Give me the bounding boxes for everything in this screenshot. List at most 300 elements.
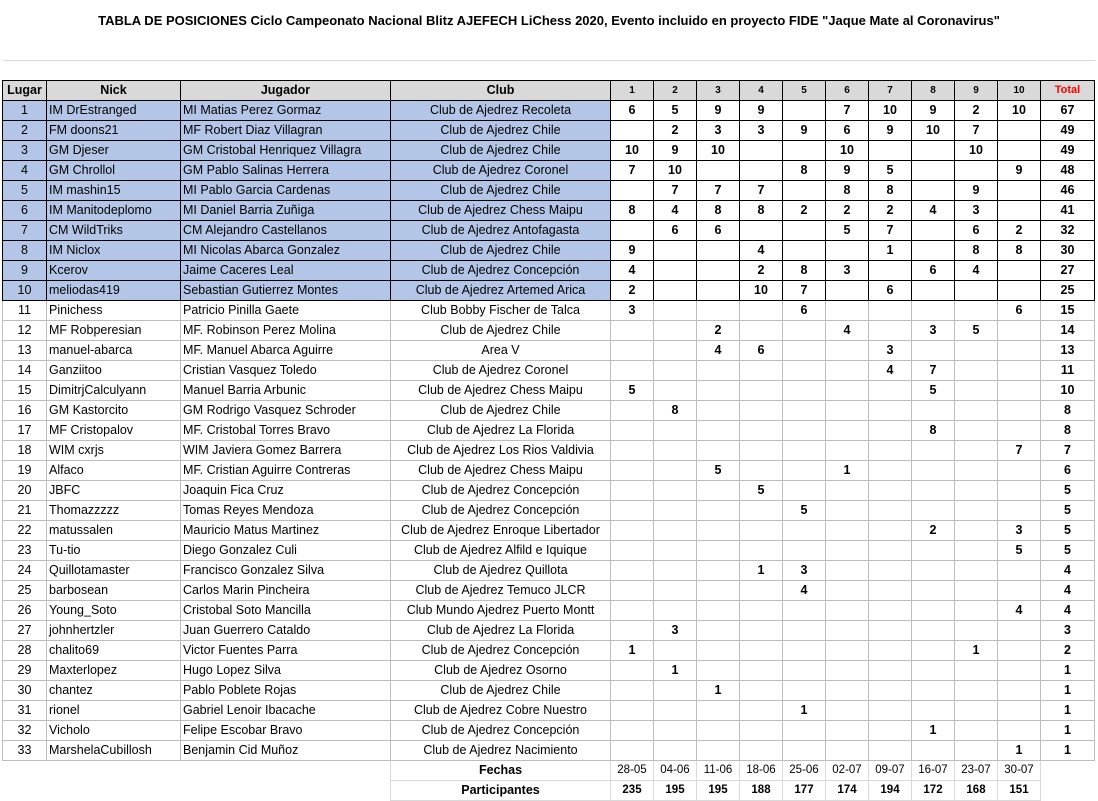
score-cell: [826, 281, 869, 301]
score-cell: [783, 421, 826, 441]
nick-cell: MF Robperesian: [47, 321, 181, 341]
score-cell: 8: [955, 241, 998, 261]
jugador-cell: Sebastian Gutierrez Montes: [181, 281, 391, 301]
score-cell: 5: [912, 381, 955, 401]
jugador-cell: Carlos Marin Pincheira: [181, 581, 391, 601]
score-cell: 10: [912, 121, 955, 141]
club-cell: Club de Ajedrez Artemed Arica: [391, 281, 611, 301]
score-cell: [998, 121, 1041, 141]
score-cell: [611, 561, 654, 581]
nick-cell: Young_Soto: [47, 601, 181, 621]
club-cell: Club de Ajedrez Enroque Libertador: [391, 521, 611, 541]
score-cell: [783, 461, 826, 481]
score-cell: 4: [611, 261, 654, 281]
nick-cell: IM Niclox: [47, 241, 181, 261]
jugador-cell: Jaime Caceres Leal: [181, 261, 391, 281]
score-cell: [697, 481, 740, 501]
score-cell: 9: [955, 181, 998, 201]
score-cell: [611, 701, 654, 721]
club-cell: Club de Ajedrez Concepción: [391, 501, 611, 521]
lugar-cell: 14: [3, 361, 47, 381]
club-cell: Club de Ajedrez Nacimiento: [391, 741, 611, 761]
participantes-cell: 195: [697, 781, 740, 801]
score-cell: 6: [783, 301, 826, 321]
table-row: [3, 521, 1095, 541]
score-cell: [697, 381, 740, 401]
score-cell: 2: [826, 201, 869, 221]
score-cell: [654, 381, 697, 401]
score-cell: [697, 741, 740, 761]
score-cell: [998, 701, 1041, 721]
jugador-cell: MF. Robinson Perez Molina: [181, 321, 391, 341]
score-cell: [611, 461, 654, 481]
table-row: [3, 381, 1095, 401]
jugador-cell: MF. Manuel Abarca Aguirre: [181, 341, 391, 361]
jugador-cell: Mauricio Matus Martinez: [181, 521, 391, 541]
club-cell: Club de Ajedrez Concepción: [391, 641, 611, 661]
score-cell: [826, 501, 869, 521]
score-cell: [826, 401, 869, 421]
club-cell: Club de Ajedrez Concepción: [391, 481, 611, 501]
nick-cell: barbosean: [47, 581, 181, 601]
score-cell: [654, 741, 697, 761]
nick-cell: IM Manitodeplomo: [47, 201, 181, 221]
score-cell: 7: [654, 181, 697, 201]
lugar-cell: 23: [3, 541, 47, 561]
lugar-cell: 17: [3, 421, 47, 441]
total-cell: 4: [1041, 561, 1095, 581]
score-cell: [783, 361, 826, 381]
score-cell: [869, 441, 912, 461]
score-cell: 5: [955, 321, 998, 341]
club-cell: Club de Ajedrez Coronel: [391, 161, 611, 181]
score-cell: 2: [654, 121, 697, 141]
jugador-cell: Benjamin Cid Muñoz: [181, 741, 391, 761]
standings-body: [3, 101, 1095, 761]
total-cell: 11: [1041, 361, 1095, 381]
nick-cell: MarshelaCubillosh: [47, 741, 181, 761]
score-cell: [955, 401, 998, 421]
score-cell: 4: [998, 601, 1041, 621]
club-cell: Club de Ajedrez La Florida: [391, 421, 611, 441]
participantes-cell: 195: [654, 781, 697, 801]
score-cell: 4: [654, 201, 697, 221]
total-cell: 41: [1041, 201, 1095, 221]
score-cell: [654, 241, 697, 261]
score-cell: [998, 141, 1041, 161]
score-cell: [912, 441, 955, 461]
jugador-cell: MF Robert Diaz Villagran: [181, 121, 391, 141]
participantes-row: [3, 781, 1095, 801]
nick-cell: JBFC: [47, 481, 181, 501]
score-cell: [740, 721, 783, 741]
nick-cell: Maxterlopez: [47, 661, 181, 681]
participantes-cell: 235: [611, 781, 654, 801]
score-cell: [783, 481, 826, 501]
score-cell: 5: [654, 101, 697, 121]
fechas-row: [3, 761, 1095, 781]
score-cell: [697, 601, 740, 621]
score-cell: 6: [740, 341, 783, 361]
score-cell: [869, 561, 912, 581]
score-cell: [912, 581, 955, 601]
score-cell: [783, 341, 826, 361]
header-round-2: 2: [654, 81, 697, 101]
table-row: [3, 741, 1095, 761]
score-cell: [740, 321, 783, 341]
score-cell: [654, 261, 697, 281]
score-cell: [783, 181, 826, 201]
score-cell: [783, 381, 826, 401]
lugar-cell: 20: [3, 481, 47, 501]
lugar-cell: 28: [3, 641, 47, 661]
score-cell: [611, 521, 654, 541]
score-cell: [826, 681, 869, 701]
score-cell: [826, 721, 869, 741]
score-cell: [998, 721, 1041, 741]
score-cell: [611, 581, 654, 601]
jugador-cell: Pablo Poblete Rojas: [181, 681, 391, 701]
club-cell: Club de Ajedrez Chess Maipu: [391, 461, 611, 481]
score-cell: [783, 221, 826, 241]
total-cell: 1: [1041, 721, 1095, 741]
total-cell: 27: [1041, 261, 1095, 281]
club-cell: Club de Ajedrez La Florida: [391, 621, 611, 641]
score-cell: [740, 161, 783, 181]
lugar-cell: 2: [3, 121, 47, 141]
score-cell: [611, 121, 654, 141]
club-cell: Club de Ajedrez Concepción: [391, 721, 611, 741]
score-cell: [697, 301, 740, 321]
score-cell: [869, 141, 912, 161]
score-cell: [654, 481, 697, 501]
nick-cell: matussalen: [47, 521, 181, 541]
score-cell: [869, 661, 912, 681]
table-row: [3, 221, 1095, 241]
header-round-9: 9: [955, 81, 998, 101]
lugar-cell: 7: [3, 221, 47, 241]
score-cell: [697, 701, 740, 721]
score-cell: [654, 601, 697, 621]
score-cell: [869, 501, 912, 521]
score-cell: 6: [826, 121, 869, 141]
table-row: [3, 581, 1095, 601]
lugar-cell: 15: [3, 381, 47, 401]
score-cell: 6: [912, 261, 955, 281]
score-cell: 9: [740, 101, 783, 121]
score-cell: 5: [783, 501, 826, 521]
score-cell: [826, 621, 869, 641]
score-cell: [912, 601, 955, 621]
score-cell: 1: [955, 641, 998, 661]
score-cell: 8: [869, 181, 912, 201]
score-cell: [869, 401, 912, 421]
jugador-cell: CM Alejandro Castellanos: [181, 221, 391, 241]
score-cell: [783, 601, 826, 621]
table-row: [3, 481, 1095, 501]
jugador-cell: Patricio Pinilla Gaete: [181, 301, 391, 321]
jugador-cell: Joaquin Fica Cruz: [181, 481, 391, 501]
score-cell: [998, 261, 1041, 281]
lugar-cell: 21: [3, 501, 47, 521]
lugar-cell: 19: [3, 461, 47, 481]
standings-table: [2, 60, 1095, 801]
score-cell: [740, 421, 783, 441]
score-cell: [611, 321, 654, 341]
score-cell: 8: [998, 241, 1041, 261]
score-cell: [912, 241, 955, 261]
page-title: TABLA DE POSICIONES Ciclo Campeonato Nacional Blitz AJEFECH LiChess 2020, Evento incluido en proyecto FIDE "Jaque Mate al Coronavirus": [98, 12, 1000, 28]
score-cell: 2: [740, 261, 783, 281]
score-cell: [998, 681, 1041, 701]
score-cell: [869, 601, 912, 621]
score-cell: [826, 601, 869, 621]
score-cell: [783, 141, 826, 161]
jugador-cell: Cristobal Soto Mancilla: [181, 601, 391, 621]
score-cell: 1: [869, 241, 912, 261]
score-cell: [826, 581, 869, 601]
score-cell: 6: [697, 221, 740, 241]
score-cell: [998, 341, 1041, 361]
lugar-cell: 11: [3, 301, 47, 321]
jugador-cell: MI Matias Perez Gormaz: [181, 101, 391, 121]
score-cell: [955, 481, 998, 501]
score-cell: 6: [611, 101, 654, 121]
score-cell: 4: [826, 321, 869, 341]
total-cell: 25: [1041, 281, 1095, 301]
score-cell: [654, 581, 697, 601]
score-cell: 4: [783, 581, 826, 601]
score-cell: 10: [955, 141, 998, 161]
score-cell: [912, 701, 955, 721]
participantes-cell: 188: [740, 781, 783, 801]
lugar-cell: 24: [3, 561, 47, 581]
lugar-cell: 5: [3, 181, 47, 201]
score-cell: [740, 381, 783, 401]
score-cell: [998, 641, 1041, 661]
participantes-cell: 168: [955, 781, 998, 801]
score-cell: 9: [826, 161, 869, 181]
score-cell: [654, 541, 697, 561]
score-cell: [611, 661, 654, 681]
table-row: [3, 681, 1095, 701]
score-cell: 3: [611, 301, 654, 321]
header-nick: Nick: [47, 81, 181, 101]
score-cell: 1: [912, 721, 955, 741]
table-row: [3, 261, 1095, 281]
score-cell: [912, 661, 955, 681]
score-cell: 8: [826, 181, 869, 201]
score-cell: [740, 361, 783, 381]
score-cell: [826, 541, 869, 561]
score-cell: [955, 301, 998, 321]
score-cell: 2: [869, 201, 912, 221]
score-cell: [955, 701, 998, 721]
club-cell: Club de Ajedrez Chile: [391, 401, 611, 421]
lugar-cell: 3: [3, 141, 47, 161]
score-cell: [783, 521, 826, 541]
total-cell: 1: [1041, 741, 1095, 761]
lugar-cell: 13: [3, 341, 47, 361]
jugador-cell: MI Pablo Garcia Cardenas: [181, 181, 391, 201]
score-cell: [869, 321, 912, 341]
score-cell: [998, 381, 1041, 401]
score-cell: [955, 281, 998, 301]
score-cell: 8: [697, 201, 740, 221]
score-cell: [611, 361, 654, 381]
table-row: [3, 401, 1095, 421]
lugar-cell: 22: [3, 521, 47, 541]
header-round-7: 7: [869, 81, 912, 101]
score-cell: [955, 461, 998, 481]
total-cell: 2: [1041, 641, 1095, 661]
score-cell: [912, 741, 955, 761]
score-cell: [826, 741, 869, 761]
club-cell: Club Mundo Ajedrez Puerto Montt: [391, 601, 611, 621]
score-cell: [912, 481, 955, 501]
score-cell: [869, 521, 912, 541]
score-cell: [697, 621, 740, 641]
header-row: [3, 81, 1095, 101]
score-cell: [955, 681, 998, 701]
score-cell: [740, 501, 783, 521]
header-round-4: 4: [740, 81, 783, 101]
header-club: Club: [391, 81, 611, 101]
fecha-cell: 25-06: [783, 761, 826, 781]
nick-cell: meliodas419: [47, 281, 181, 301]
club-cell: Club de Ajedrez Chile: [391, 241, 611, 261]
score-cell: [869, 701, 912, 721]
header-round-5: 5: [783, 81, 826, 101]
jugador-cell: Cristian Vasquez Toledo: [181, 361, 391, 381]
score-cell: [783, 401, 826, 421]
score-cell: 1: [654, 661, 697, 681]
score-cell: [955, 561, 998, 581]
score-cell: [697, 661, 740, 681]
fechas-label: Fechas: [391, 761, 611, 781]
score-cell: 3: [955, 201, 998, 221]
score-cell: 4: [955, 261, 998, 281]
score-cell: 3: [912, 321, 955, 341]
score-cell: 2: [783, 201, 826, 221]
score-cell: [912, 681, 955, 701]
score-cell: [697, 281, 740, 301]
score-cell: [740, 521, 783, 541]
score-cell: [912, 221, 955, 241]
jugador-cell: MI Nicolas Abarca Gonzalez: [181, 241, 391, 261]
score-cell: [654, 521, 697, 541]
score-cell: 8: [783, 161, 826, 181]
total-cell: 5: [1041, 521, 1095, 541]
nick-cell: Kcerov: [47, 261, 181, 281]
nick-cell: chantez: [47, 681, 181, 701]
score-cell: [869, 641, 912, 661]
total-cell: 3: [1041, 621, 1095, 641]
jugador-cell: WIM Javiera Gomez Barrera: [181, 441, 391, 461]
score-cell: [654, 461, 697, 481]
jugador-cell: MI Daniel Barria Zuñiga: [181, 201, 391, 221]
nick-cell: manuel-abarca: [47, 341, 181, 361]
score-cell: [697, 541, 740, 561]
score-cell: 10: [826, 141, 869, 161]
table-row: [3, 241, 1095, 261]
score-cell: [912, 641, 955, 661]
total-cell: 67: [1041, 101, 1095, 121]
score-cell: [783, 681, 826, 701]
nick-cell: rionel: [47, 701, 181, 721]
score-cell: 7: [869, 221, 912, 241]
score-cell: 6: [869, 281, 912, 301]
score-cell: [826, 481, 869, 501]
nick-cell: WIM cxrjs: [47, 441, 181, 461]
score-cell: [783, 741, 826, 761]
score-cell: [654, 321, 697, 341]
score-cell: [654, 561, 697, 581]
total-cell: 32: [1041, 221, 1095, 241]
score-cell: 5: [740, 481, 783, 501]
lugar-cell: 26: [3, 601, 47, 621]
score-cell: [611, 501, 654, 521]
jugador-cell: Diego Gonzalez Culi: [181, 541, 391, 561]
score-cell: 4: [869, 361, 912, 381]
table-row: [3, 321, 1095, 341]
score-cell: [998, 501, 1041, 521]
score-cell: 2: [697, 321, 740, 341]
total-cell: 1: [1041, 661, 1095, 681]
nick-cell: GM Kastorcito: [47, 401, 181, 421]
table-row: [3, 501, 1095, 521]
score-cell: [869, 261, 912, 281]
score-cell: [826, 301, 869, 321]
score-cell: [869, 421, 912, 441]
score-cell: [740, 601, 783, 621]
score-cell: 2: [912, 521, 955, 541]
score-cell: [697, 261, 740, 281]
table-row: [3, 441, 1095, 461]
table-row: [3, 601, 1095, 621]
table-row: [3, 101, 1095, 121]
total-cell: 15: [1041, 301, 1095, 321]
club-cell: Club de Ajedrez Chile: [391, 181, 611, 201]
nick-cell: IM DrEstranged: [47, 101, 181, 121]
table-row: [3, 621, 1095, 641]
score-cell: [740, 541, 783, 561]
score-cell: [869, 301, 912, 321]
jugador-cell: Manuel Barria Arbunic: [181, 381, 391, 401]
lugar-cell: 25: [3, 581, 47, 601]
score-cell: [912, 541, 955, 561]
total-cell: 4: [1041, 581, 1095, 601]
score-cell: [611, 601, 654, 621]
table-row: [3, 301, 1095, 321]
score-cell: [654, 301, 697, 321]
header-round-10: 10: [998, 81, 1041, 101]
header-round-6: 6: [826, 81, 869, 101]
score-cell: [611, 401, 654, 421]
score-cell: [998, 181, 1041, 201]
score-cell: [654, 441, 697, 461]
total-cell: 8: [1041, 401, 1095, 421]
club-cell: Club de Ajedrez Chile: [391, 121, 611, 141]
score-cell: 7: [783, 281, 826, 301]
nick-cell: Ganziitoo: [47, 361, 181, 381]
fecha-cell: 30-07: [998, 761, 1041, 781]
score-cell: [826, 521, 869, 541]
fecha-cell: 28-05: [611, 761, 654, 781]
score-cell: [955, 601, 998, 621]
score-cell: [955, 741, 998, 761]
nick-cell: Thomazzzzz: [47, 501, 181, 521]
